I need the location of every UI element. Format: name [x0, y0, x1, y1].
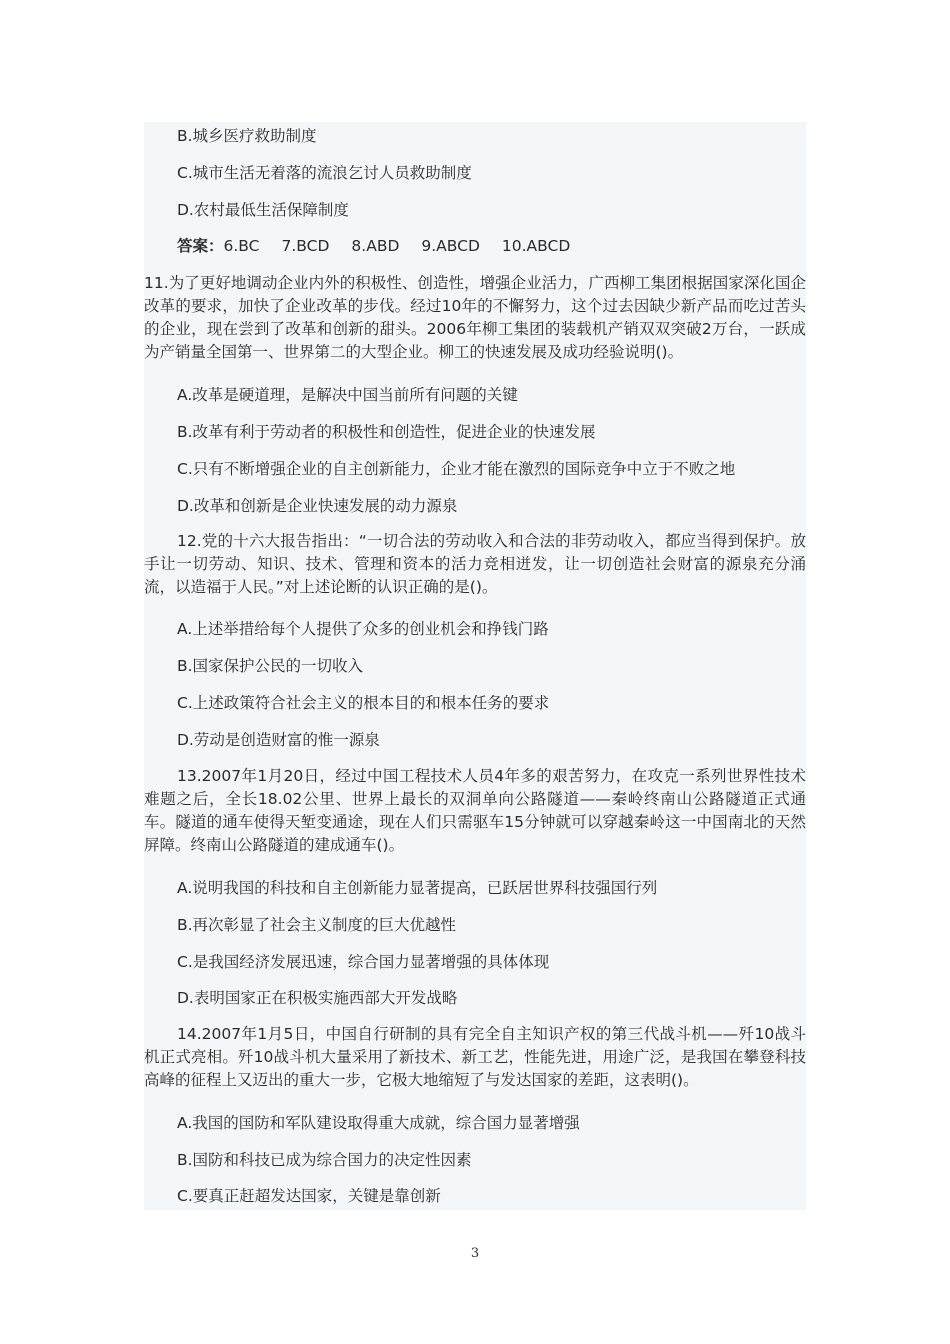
- question-13-stem: 13.2007年1月20日，经过中国工程技术人员4年多的艰苦努力，在攻克一系列世界性技术难题之后，全长18.02公里、世界上最长的双洞单向公路隧道——秦岭终南山公路隧道正式通车。隧道的通车使得天堑变通途，现在人们只需驱车15分钟就可以穿越秦岭这一中国南北的天然屏障。终南山公路隧道的建成通车()。: [144, 767, 806, 854]
- option-13d: D.表明国家正在积极实施西部大开发战略: [177, 989, 458, 1007]
- option-12c: C.上述政策符合社会主义的根本目的和根本任务的要求: [177, 694, 550, 712]
- option-5b: B.城乡医疗救助制度: [177, 127, 317, 145]
- answer-label: 答案：: [177, 237, 224, 255]
- document-body: [144, 122, 806, 1210]
- option-11c: C.只有不断增强企业的自主创新能力，企业才能在激烈的国际竞争中立于不败之地: [177, 460, 736, 478]
- answer-item: 9.ABCD: [421, 237, 480, 255]
- option-12b: B.国家保护公民的一切收入: [177, 657, 364, 675]
- question-11-stem: 11.为了更好地调动企业内外的积极性、创造性，增强企业活力，广西柳工集团根据国家深化国企改革的要求，加快了企业改革的步伐。经过10年的不懈努力，这个过去因缺少新产品而吃过苦头的企业，现在尝到了改革和创新的甜头。2006年柳工集团的装载机产销双双突破2万台，一跃成为产销量全国第一、世界第二的大型企业。柳工的快速发展及成功经验说明()。: [144, 274, 806, 361]
- page-number: 3: [470, 1246, 480, 1261]
- answer-item: 8.ABD: [351, 237, 400, 255]
- option-12a: A.上述举措给每个人提供了众多的创业机会和挣钱门路: [177, 620, 549, 638]
- option-11a: A.改革是硬道理，是解决中国当前所有问题的关键: [177, 386, 518, 404]
- answer-line: [144, 235, 806, 257]
- answer-item: 10.ABCD: [501, 237, 571, 255]
- option-14c: C.要真正赶超发达国家，关键是靠创新: [177, 1187, 441, 1205]
- option-11b: B.改革有利于劳动者的积极性和创造性，促进企业的快速发展: [177, 423, 596, 441]
- option-14a: A.我国的国防和军队建设取得重大成就，综合国力显著增强: [177, 1114, 580, 1132]
- option-13b: B.再次彰显了社会主义制度的巨大优越性: [177, 916, 457, 934]
- answer-item: 6.BC: [223, 237, 260, 255]
- answer-item: 7.BCD: [281, 237, 330, 255]
- option-12d: D.劳动是创造财富的惟一源泉: [177, 731, 380, 749]
- option-5d: D.农村最低生活保障制度: [177, 201, 349, 219]
- option-11d: D.改革和创新是企业快速发展的动力源泉: [177, 497, 458, 515]
- option-14b: B.国防和科技已成为综合国力的决定性因素: [177, 1151, 472, 1169]
- option-13a: A.说明我国的科技和自主创新能力显著提高，已跃居世界科技强国行列: [177, 879, 658, 897]
- question-14-stem: 14.2007年1月5日，中国自行研制的具有完全自主知识产权的第三代战斗机——歼10战斗机正式亮相。歼10战斗机大量采用了新技术、新工艺，性能先进，用途广泛，是我国在攀登科技高峰的征程上又迈出的重大一步，它极大地缩短了与发达国家的差距，这表明()。: [144, 1025, 806, 1089]
- option-13c: C.是我国经济发展迅速，综合国力显著增强的具体体现: [177, 953, 550, 971]
- question-12-stem: 12.党的十六大报告指出：“一切合法的劳动收入和合法的非劳动收入，都应当得到保护。放手让一切劳动、知识、技术、管理和资本的活力竞相迸发，让一切创造社会财富的源泉充分涌流，以造福于人民。”对上述论断的认识正确的是()。: [144, 532, 806, 596]
- option-5c: C.城市生活无着落的流浪乞讨人员救助制度: [177, 164, 472, 182]
